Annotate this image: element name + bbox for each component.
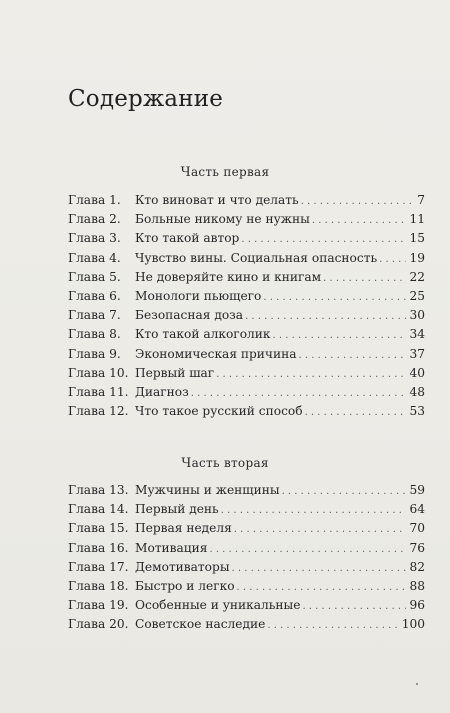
dot-leader [323,269,406,288]
page-number: 7 [417,193,425,207]
chapter-title: Мужчины и женщины [135,483,280,497]
chapter-number: Глава 10. [68,365,129,380]
dot-leader [282,482,407,501]
toc-row [68,539,425,558]
dot-leader [209,540,406,559]
part-heading-2 [0,456,450,471]
chapter-title: Что такое русский способ [135,404,303,419]
page-number: 53 [409,404,425,419]
part-heading-cap: Ч [180,165,191,180]
toc-row [68,596,425,615]
chapter-title: Экономическая причина [135,346,297,361]
toc-row [68,558,425,577]
page-number: 100 [401,617,425,632]
dot-leader [237,578,407,597]
chapter-title: Монологи пьющего [135,288,262,303]
chapter-number: Глава 8. [68,327,121,342]
page-number: 15 [409,231,425,246]
toc-row [68,210,425,229]
chapter-title: Быстро и легко [135,578,235,593]
chapter-number: Глава 3. [68,231,121,246]
page-number: 59 [409,483,425,497]
chapter-title: Первый день [135,502,219,517]
chapter-number: Глава 14. [68,502,129,517]
dot-leader [216,365,406,384]
toc-row [68,287,425,306]
dot-leader [273,326,407,345]
dot-leader [305,403,407,422]
dot-leader [302,597,406,616]
chapter-title: Не доверяйте кино и книгам [135,269,322,284]
toc-row [68,325,425,344]
toc-row [68,364,425,383]
chapter-title: Кто виноват и что делать [135,193,299,207]
chapter-title: Первая неделя [135,521,232,536]
page-number: 25 [409,288,425,303]
page-number: 22 [409,269,425,284]
page-number: 88 [409,578,425,593]
toc-list-part-2 [68,481,425,635]
chapter-title: Чувство вины. Социальная опасность [135,250,378,265]
chapter-number: Глава 15. [68,521,129,536]
page-number: 96 [409,598,425,613]
dot-leader [301,192,415,211]
dot-leader [379,250,406,269]
chapter-number: Глава 5. [68,269,121,284]
toc-list-part-1 [68,191,425,421]
part-heading-rest: асть первая [190,165,270,179]
part-heading-rest: асть вторая [191,456,269,470]
dot-leader [245,307,406,326]
chapter-title: Мотивация [135,540,208,555]
dot-leader [263,288,406,307]
toc-row [68,249,425,268]
page-number: 37 [409,346,425,361]
chapter-number: Глава 7. [68,308,121,323]
dot-leader [241,230,406,249]
chapter-number: Глава 17. [68,559,129,574]
page-number: 30 [409,308,425,323]
part-heading-cap: Ч [181,456,192,471]
chapter-number: Глава 20. [68,617,129,632]
part-heading-1 [0,165,450,180]
chapter-title: Кто такой алкоголик [135,327,271,342]
chapter-title: Особенные и уникальные [135,598,301,613]
chapter-number: Глава 9. [68,346,121,361]
page-title: Содержание [68,86,224,112]
dot-leader [232,559,407,578]
toc-row [68,306,425,325]
chapter-number: Глава 2. [68,212,121,227]
toc-row [68,383,425,402]
chapter-number: Глава 19. [68,598,129,613]
dot-leader [312,211,407,230]
chapter-number: Глава 4. [68,250,121,265]
dot-leader [234,520,407,539]
chapter-number: Глава 6. [68,288,121,303]
page-number: 48 [409,384,425,399]
chapter-number: Глава 13. [68,483,129,497]
chapter-number: Глава 12. [68,404,129,419]
dot-leader [267,616,398,635]
toc-row [68,402,425,421]
toc-row [68,229,425,248]
dot-leader [299,346,407,365]
chapter-title: Безопасная доза [135,308,244,323]
chapter-title: Кто такой автор [135,231,240,246]
page-number: 40 [409,365,425,380]
chapter-number: Глава 16. [68,540,129,555]
toc-row [68,500,425,519]
chapter-title: Первый шаг [135,365,215,380]
toc-row [68,191,425,210]
chapter-title: Демотиваторы [135,559,230,574]
page-number: 76 [409,540,425,555]
dot-leader [221,501,407,520]
dot-leader [191,384,407,403]
chapter-title: Советское наследие [135,617,266,632]
page-number: 64 [409,502,425,517]
toc-row [68,268,425,287]
toc-row [68,519,425,538]
toc-row [68,577,425,596]
chapter-number: Глава 18. [68,578,129,593]
chapter-number: Глава 1. [68,193,121,207]
page-number: 19 [409,250,425,265]
toc-row [68,615,425,634]
toc-row [68,481,425,500]
chapter-number: Глава 11. [68,384,129,399]
page-number: 82 [409,559,425,574]
chapter-title: Диагноз [135,384,189,399]
page-number: 34 [409,327,425,342]
page-number: 11 [409,212,425,227]
chapter-title: Больные никому не нужны [135,212,310,227]
toc-row [68,345,425,364]
page-number: 70 [409,521,425,536]
paper-speck [416,683,418,685]
